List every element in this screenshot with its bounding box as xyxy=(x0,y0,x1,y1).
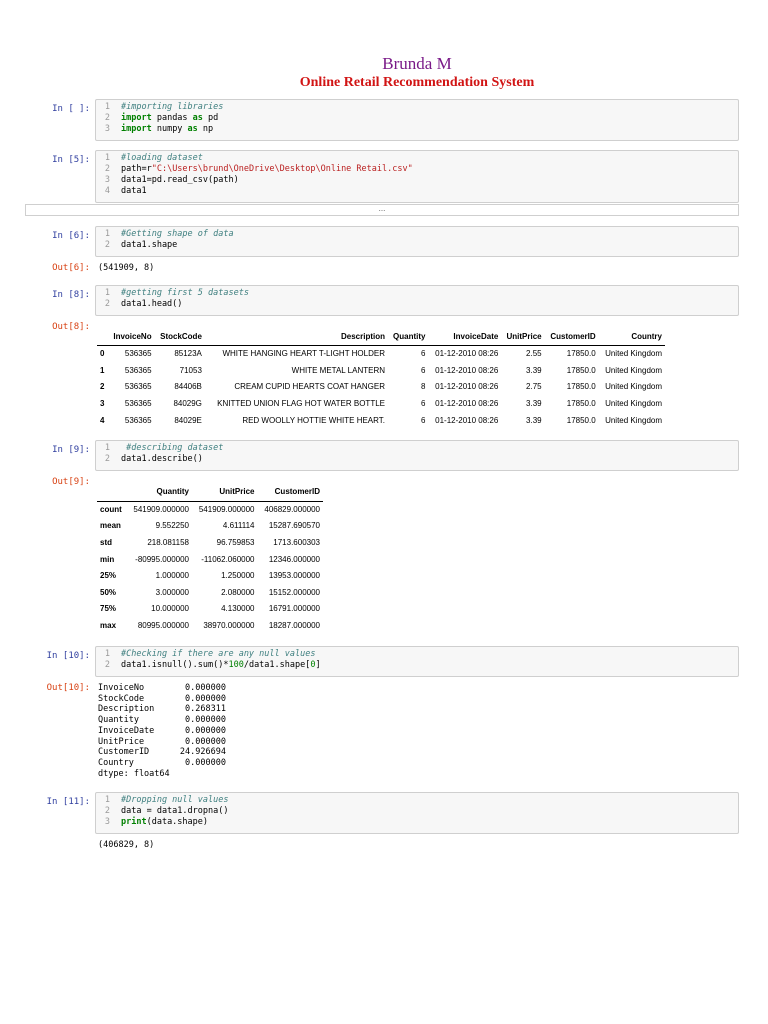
code-line[interactable] xyxy=(96,660,738,671)
column-header: StockCode xyxy=(160,331,202,341)
table-cell: 3.39 xyxy=(526,365,542,375)
row-index: 50% xyxy=(100,587,117,597)
code-token: 100 xyxy=(228,660,244,670)
table-cell: 541909.000000 xyxy=(133,505,189,515)
input-prompt: In [8]: xyxy=(52,290,90,300)
column-header: InvoiceDate xyxy=(453,331,499,341)
table-row xyxy=(97,518,323,535)
code-token: pd xyxy=(202,113,219,123)
table-cell: 2.080000 xyxy=(221,587,255,597)
table-cell: -80995.000000 xyxy=(135,554,189,564)
table-cell: 536365 xyxy=(124,349,152,359)
code-token: numpy xyxy=(151,124,188,134)
output-text: (541909, 8) xyxy=(98,263,155,273)
table-cell: 96.759853 xyxy=(216,537,255,547)
table-cell: 536365 xyxy=(124,365,152,375)
code-token: data1=pd.read_csv(path) xyxy=(121,175,239,185)
head-dataframe-table xyxy=(97,328,665,429)
row-index: 75% xyxy=(100,604,117,614)
code-token: ] xyxy=(315,660,321,670)
column-header: UnitPrice xyxy=(506,331,542,341)
line-number: 1 xyxy=(104,443,110,453)
table-cell: United Kingdom xyxy=(605,399,662,409)
table-cell: 16791.000000 xyxy=(268,604,320,614)
output-prompt: Out[10]: xyxy=(46,683,90,693)
table-cell: 8 xyxy=(421,382,426,392)
table-cell: RED WOOLLY HOTTIE WHITE HEART. xyxy=(242,416,385,426)
row-index: count xyxy=(100,505,122,515)
table-cell: 17850.0 xyxy=(566,416,596,426)
code-token: import xyxy=(121,113,152,123)
table-cell: United Kingdom xyxy=(605,365,662,375)
line-number: 1 xyxy=(104,229,110,239)
code-token: "C:\Users\brund\OneDrive\Desktop\Online Retail.csv" xyxy=(151,164,413,174)
table-cell: 541909.000000 xyxy=(198,505,255,515)
line-number: 1 xyxy=(104,102,110,112)
code-token: import xyxy=(121,124,152,134)
table-cell: 84029G xyxy=(173,399,202,409)
table-cell: 84029E xyxy=(174,416,202,426)
code-token: data = data1.dropna() xyxy=(121,806,229,816)
table-row xyxy=(97,567,323,584)
code-token: pandas xyxy=(151,113,193,123)
code-token: data1.isnull().sum()* xyxy=(121,660,229,670)
table-cell: 6 xyxy=(421,349,426,359)
code-token: path=r xyxy=(121,164,152,174)
table-cell: 10.000000 xyxy=(151,604,189,614)
table-cell: WHITE HANGING HEART T-LIGHT HOLDER xyxy=(222,349,385,359)
table-cell: 01-12-2010 08:26 xyxy=(435,416,499,426)
code-line[interactable] xyxy=(96,795,738,806)
table-cell: 01-12-2010 08:26 xyxy=(435,349,499,359)
table-row xyxy=(97,617,323,634)
table-cell: 15152.000000 xyxy=(268,587,320,597)
line-number: 1 xyxy=(104,153,110,163)
table-row xyxy=(97,345,665,362)
code-line[interactable] xyxy=(96,649,738,660)
table-cell: 3.39 xyxy=(526,416,542,426)
table-cell: 38970.000000 xyxy=(203,620,255,630)
line-number: 1 xyxy=(104,288,110,298)
table-cell: 1.000000 xyxy=(155,571,189,581)
code-token: #describing dataset xyxy=(121,443,224,453)
code-token: #Getting shape of data xyxy=(121,229,234,239)
column-header xyxy=(97,328,108,345)
table-row xyxy=(97,584,323,601)
table-cell: 18287.000000 xyxy=(268,620,320,630)
code-cell[interactable] xyxy=(95,285,739,316)
line-number: 3 xyxy=(104,124,110,134)
code-line[interactable] xyxy=(96,806,738,817)
code-line[interactable] xyxy=(96,288,738,299)
code-token: data1.describe() xyxy=(121,454,203,464)
input-prompt: In [ ]: xyxy=(52,104,90,114)
line-number: 4 xyxy=(104,186,110,196)
code-line[interactable] xyxy=(96,240,738,251)
code-cell[interactable] xyxy=(95,440,739,471)
line-number: 2 xyxy=(104,240,110,250)
code-cell[interactable] xyxy=(95,646,739,677)
line-number: 3 xyxy=(104,817,110,827)
column-header: InvoiceNo xyxy=(113,331,152,341)
input-prompt: In [10]: xyxy=(46,651,90,661)
code-token: as xyxy=(192,113,203,123)
row-index: 2 xyxy=(100,382,105,392)
collapsed-output-toggle[interactable]: ... xyxy=(25,204,739,216)
table-cell: 01-12-2010 08:26 xyxy=(435,365,499,375)
row-index: min xyxy=(100,554,115,564)
table-cell: 9.552250 xyxy=(155,521,189,531)
output-prompt: Out[8]: xyxy=(52,322,90,332)
table-cell: 01-12-2010 08:26 xyxy=(435,382,499,392)
table-cell: -11062.060000 xyxy=(201,554,255,564)
row-index: 1 xyxy=(100,365,105,375)
notebook-header xyxy=(0,54,768,92)
code-token: as xyxy=(187,124,198,134)
code-token: #getting first 5 datasets xyxy=(121,288,249,298)
table-cell: 01-12-2010 08:26 xyxy=(435,399,499,409)
table-cell: 17850.0 xyxy=(566,349,596,359)
table-row xyxy=(97,395,665,412)
row-index: 25% xyxy=(100,571,117,581)
input-prompt: In [5]: xyxy=(52,155,90,165)
table-cell: 4.130000 xyxy=(221,604,255,614)
code-cell[interactable] xyxy=(95,150,739,203)
describe-dataframe-table xyxy=(97,483,323,634)
table-cell: 536365 xyxy=(124,416,152,426)
code-line[interactable] xyxy=(96,454,738,465)
line-number: 2 xyxy=(104,806,110,816)
table-cell: 3.000000 xyxy=(155,587,189,597)
code-token: data1.head() xyxy=(121,299,183,309)
code-token: #Dropping null values xyxy=(121,795,229,805)
code-line[interactable] xyxy=(96,164,738,175)
line-number: 1 xyxy=(104,649,110,659)
code-line[interactable] xyxy=(96,153,738,164)
output-prompt: Out[6]: xyxy=(52,263,90,273)
table-cell: 13953.000000 xyxy=(268,571,320,581)
column-header xyxy=(97,483,127,501)
code-line[interactable] xyxy=(96,186,738,197)
table-cell: 6 xyxy=(421,399,426,409)
line-number: 2 xyxy=(104,113,110,123)
code-token: 0 xyxy=(310,660,316,670)
table-cell: 85123A xyxy=(174,349,202,359)
row-index: 3 xyxy=(100,399,105,409)
code-line[interactable] xyxy=(96,229,738,240)
output-text: (406829, 8) xyxy=(98,840,155,850)
table-row xyxy=(97,362,665,379)
table-cell: 6 xyxy=(421,416,426,426)
row-index: mean xyxy=(100,521,121,531)
table-cell: 406829.000000 xyxy=(264,505,320,515)
code-cell[interactable] xyxy=(95,792,739,834)
row-index: 4 xyxy=(100,416,105,426)
table-cell: 12346.000000 xyxy=(268,554,320,564)
code-cell[interactable] xyxy=(95,226,739,257)
table-cell: 84406B xyxy=(174,382,202,392)
table-row xyxy=(97,551,323,568)
table-cell: 2.75 xyxy=(526,382,542,392)
code-cell[interactable] xyxy=(95,99,739,141)
table-cell: 218.081158 xyxy=(147,537,189,547)
table-cell: 536365 xyxy=(124,382,152,392)
table-cell: 17850.0 xyxy=(566,399,596,409)
author-name: Brunda M xyxy=(382,54,452,73)
table-cell: 15287.690570 xyxy=(268,521,320,531)
line-number: 2 xyxy=(104,660,110,670)
code-token: #Checking if there are any null values xyxy=(121,649,316,659)
table-cell: 1713.600303 xyxy=(273,537,320,547)
code-token: (data.shape) xyxy=(146,817,209,827)
row-index: max xyxy=(100,620,117,630)
output-prompt: Out[9]: xyxy=(52,477,90,487)
table-row xyxy=(97,379,665,396)
column-header: Quantity xyxy=(393,331,426,341)
table-cell: 80995.000000 xyxy=(137,620,189,630)
line-number: 2 xyxy=(104,164,110,174)
column-header: UnitPrice xyxy=(219,487,255,497)
table-cell: 17850.0 xyxy=(566,382,596,392)
table-row xyxy=(97,412,665,429)
line-number: 2 xyxy=(104,454,110,464)
row-index: 0 xyxy=(100,349,105,359)
table-cell: United Kingdom xyxy=(605,382,662,392)
input-prompt: In [11]: xyxy=(46,797,90,807)
table-row xyxy=(97,534,323,551)
code-line[interactable] xyxy=(96,124,738,135)
column-header: CustomerID xyxy=(274,487,320,497)
table-cell: CREAM CUPID HEARTS COAT HANGER xyxy=(234,382,385,392)
table-cell: WHITE METAL LANTERN xyxy=(291,365,385,375)
table-cell: United Kingdom xyxy=(605,416,662,426)
table-cell: KNITTED UNION FLAG HOT WATER BOTTLE xyxy=(217,399,385,409)
code-token: np xyxy=(197,124,214,134)
line-number: 1 xyxy=(104,795,110,805)
notebook-title: Online Retail Recommendation System xyxy=(299,75,535,90)
column-header: CustomerID xyxy=(550,331,596,341)
table-cell: 6 xyxy=(421,365,426,375)
code-line[interactable] xyxy=(96,817,738,828)
code-line[interactable] xyxy=(96,175,738,186)
column-header: Country xyxy=(631,331,662,341)
code-token: /data1.shape[ xyxy=(243,660,311,670)
code-token: data1.shape xyxy=(121,240,178,250)
code-token: data1 xyxy=(121,186,147,196)
column-header: Description xyxy=(340,331,385,341)
input-prompt: In [6]: xyxy=(52,231,90,241)
table-row xyxy=(97,601,323,618)
row-index: std xyxy=(100,537,112,547)
code-line[interactable] xyxy=(96,299,738,310)
code-line[interactable] xyxy=(96,443,738,454)
input-prompt: In [9]: xyxy=(52,445,90,455)
line-number: 2 xyxy=(104,299,110,309)
code-token: #importing libraries xyxy=(121,102,224,112)
table-cell: 3.39 xyxy=(526,399,542,409)
table-cell: United Kingdom xyxy=(605,349,662,359)
null-percent-output: InvoiceNo 0.000000 StockCode 0.000000 Description 0.268311 Quantity 0.000000 InvoiceDate 0.000000 UnitPrice 0.000000 CustomerID 24.926694 Country 0.000000 dtype: float64 xyxy=(98,683,226,779)
table-cell: 2.55 xyxy=(526,349,542,359)
line-number: 3 xyxy=(104,175,110,185)
code-token: #loading dataset xyxy=(121,153,203,163)
table-cell: 4.611114 xyxy=(222,521,255,531)
table-row xyxy=(97,501,323,518)
column-header: Quantity xyxy=(156,487,189,497)
code-line[interactable] xyxy=(96,113,738,124)
table-cell: 1.250000 xyxy=(221,571,255,581)
table-cell: 71053 xyxy=(179,365,202,375)
table-cell: 536365 xyxy=(124,399,152,409)
code-line[interactable] xyxy=(96,102,738,113)
code-token: print xyxy=(121,817,147,827)
table-cell: 17850.0 xyxy=(566,365,596,375)
